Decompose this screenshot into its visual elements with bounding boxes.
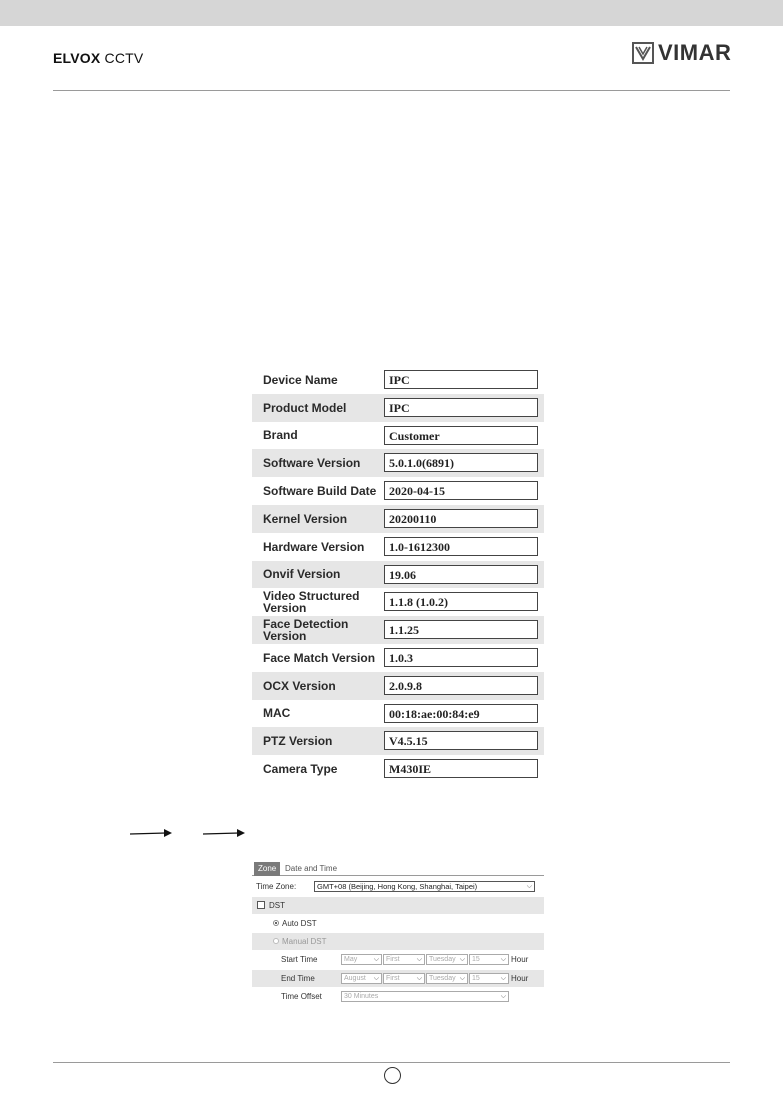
start-hour-label: Hour (511, 955, 529, 964)
chevron-down-icon: ⌵ (416, 956, 422, 963)
elvox-cctv-logo (53, 50, 143, 66)
mac-field: 00:18:ae:00:84:e9 (384, 704, 538, 723)
start-day-select[interactable] (426, 954, 468, 965)
time-offset-label: Time Offset (281, 992, 322, 1001)
start-hour-value: 15 (472, 956, 480, 963)
info-label: PTZ Version (263, 734, 333, 749)
time-offset-value: 30 Minutes (344, 993, 379, 1000)
end-time-row (252, 970, 544, 987)
software-version-field: 5.0.1.0(6891) (384, 453, 538, 472)
dst-checkbox[interactable] (257, 901, 265, 909)
start-time-row (252, 951, 544, 968)
footer-divider (53, 1062, 730, 1063)
tab-zone[interactable]: Zone (254, 862, 280, 876)
chevron-down-icon: ⌵ (459, 956, 465, 963)
start-month-value: May (344, 956, 358, 963)
arrow-right-icon (203, 826, 245, 840)
chevron-down-icon: ⌵ (373, 956, 379, 963)
software-build-date-field: 2020-04-15 (384, 481, 538, 500)
video-structured-version-field: 1.1.8 (1.0.2) (384, 592, 538, 611)
info-label: Kernel Version (263, 511, 348, 526)
start-month-select[interactable] (341, 954, 382, 965)
manual-dst-radio[interactable] (273, 938, 279, 944)
camera-type-field: M430IE (384, 759, 538, 778)
info-label: Hardware Version (263, 539, 365, 554)
hardware-version-field: 1.0-1612300 (384, 537, 538, 556)
chevron-down-icon: ⌵ (459, 975, 465, 982)
end-hour-label: Hour (511, 974, 529, 983)
face-match-version-field: 1.0.3 (384, 648, 538, 667)
time-zone-row (252, 878, 544, 895)
info-label: OCX Version (263, 678, 336, 693)
manual-dst-label: Manual DST (282, 937, 327, 946)
info-row-brand (252, 422, 544, 450)
info-label: Software Version (263, 456, 361, 471)
info-label: Camera Type (263, 762, 338, 777)
vimar-wordmark: VIMAR (658, 40, 732, 65)
start-week-select[interactable] (383, 954, 425, 965)
end-month-select[interactable] (341, 973, 382, 984)
info-row-video-structured-version (252, 588, 544, 616)
info-row-face-detection-version (252, 616, 544, 644)
vimar-logo (632, 40, 731, 66)
auto-dst-label: Auto DST (282, 919, 317, 928)
info-label: MAC (263, 706, 291, 721)
info-row-software-version (252, 449, 544, 477)
info-row-camera-type (252, 755, 544, 783)
end-hour-select[interactable] (469, 973, 509, 984)
info-label: Software Build Date (263, 484, 377, 499)
kernel-version-field: 20200110 (384, 509, 538, 528)
info-row-mac (252, 700, 544, 728)
auto-dst-row (252, 915, 544, 932)
chevron-down-icon: ⌵ (500, 993, 506, 1000)
date-time-panel (252, 860, 544, 1012)
ocx-version-field: 2.0.9.8 (384, 676, 538, 695)
end-day-value: Tuesday (429, 975, 456, 982)
time-offset-select[interactable] (341, 991, 509, 1002)
end-time-label: End Time (281, 974, 315, 983)
info-label: Brand (263, 428, 298, 443)
end-day-select[interactable] (426, 973, 468, 984)
tab-bar (252, 860, 544, 876)
info-label: Face Detection Version (263, 617, 349, 644)
info-row-ptz-version (252, 727, 544, 755)
info-row-product-model (252, 394, 544, 422)
device-info-table (252, 366, 544, 783)
info-row-kernel-version (252, 505, 544, 533)
chevron-down-icon: ⌵ (373, 975, 379, 982)
brand-field: Customer (384, 426, 538, 445)
end-week-value: First (386, 975, 400, 982)
info-row-ocx-version (252, 672, 544, 700)
brand-left-light: CCTV (104, 50, 144, 66)
end-hour-value: 15 (472, 975, 480, 982)
start-day-value: Tuesday (429, 956, 456, 963)
chevron-down-icon: ⌵ (500, 975, 506, 982)
time-zone-value: GMT+08 (Beijing, Hong Kong, Shanghai, Taipei) (317, 882, 478, 891)
chevron-down-icon: ⌵ (526, 883, 532, 890)
info-row-software-build-date (252, 477, 544, 505)
product-model-field: IPC (384, 398, 538, 417)
time-offset-row (252, 988, 544, 1005)
arrow-right-icon (130, 826, 172, 840)
auto-dst-radio[interactable] (273, 920, 279, 926)
info-label: Product Model (263, 400, 347, 415)
time-zone-select[interactable] (314, 881, 535, 892)
manual-dst-row (252, 933, 544, 950)
info-label: Video Structured Version (263, 589, 360, 616)
device-name-field[interactable]: IPC (384, 370, 538, 389)
start-time-label: Start Time (281, 955, 318, 964)
time-zone-label: Time Zone: (256, 882, 297, 891)
dst-row (252, 897, 544, 914)
dst-label: DST (269, 901, 285, 910)
page-marker-icon (384, 1067, 401, 1084)
info-row-face-match-version (252, 644, 544, 672)
end-month-value: August (344, 975, 366, 982)
chevron-down-icon: ⌵ (500, 956, 506, 963)
info-label: Face Match Version (263, 650, 376, 665)
info-row-onvif-version (252, 561, 544, 589)
top-band (0, 0, 783, 26)
chevron-down-icon: ⌵ (416, 975, 422, 982)
end-week-select[interactable] (383, 973, 425, 984)
onvif-version-field: 19.06 (384, 565, 538, 584)
info-label: Device Name (263, 372, 338, 387)
brand-left-bold: ELVOX (53, 50, 101, 66)
ptz-version-field: V4.5.15 (384, 731, 538, 750)
face-detection-version-field: 1.1.25 (384, 620, 538, 639)
tab-date-and-time[interactable]: Date and Time (285, 864, 338, 873)
info-label: Onvif Version (263, 567, 341, 582)
info-row-hardware-version (252, 533, 544, 561)
vimar-mark-icon (632, 42, 654, 64)
header-divider (53, 90, 730, 91)
start-week-value: First (386, 956, 400, 963)
start-hour-select[interactable] (469, 954, 509, 965)
info-row-device-name (252, 366, 544, 394)
